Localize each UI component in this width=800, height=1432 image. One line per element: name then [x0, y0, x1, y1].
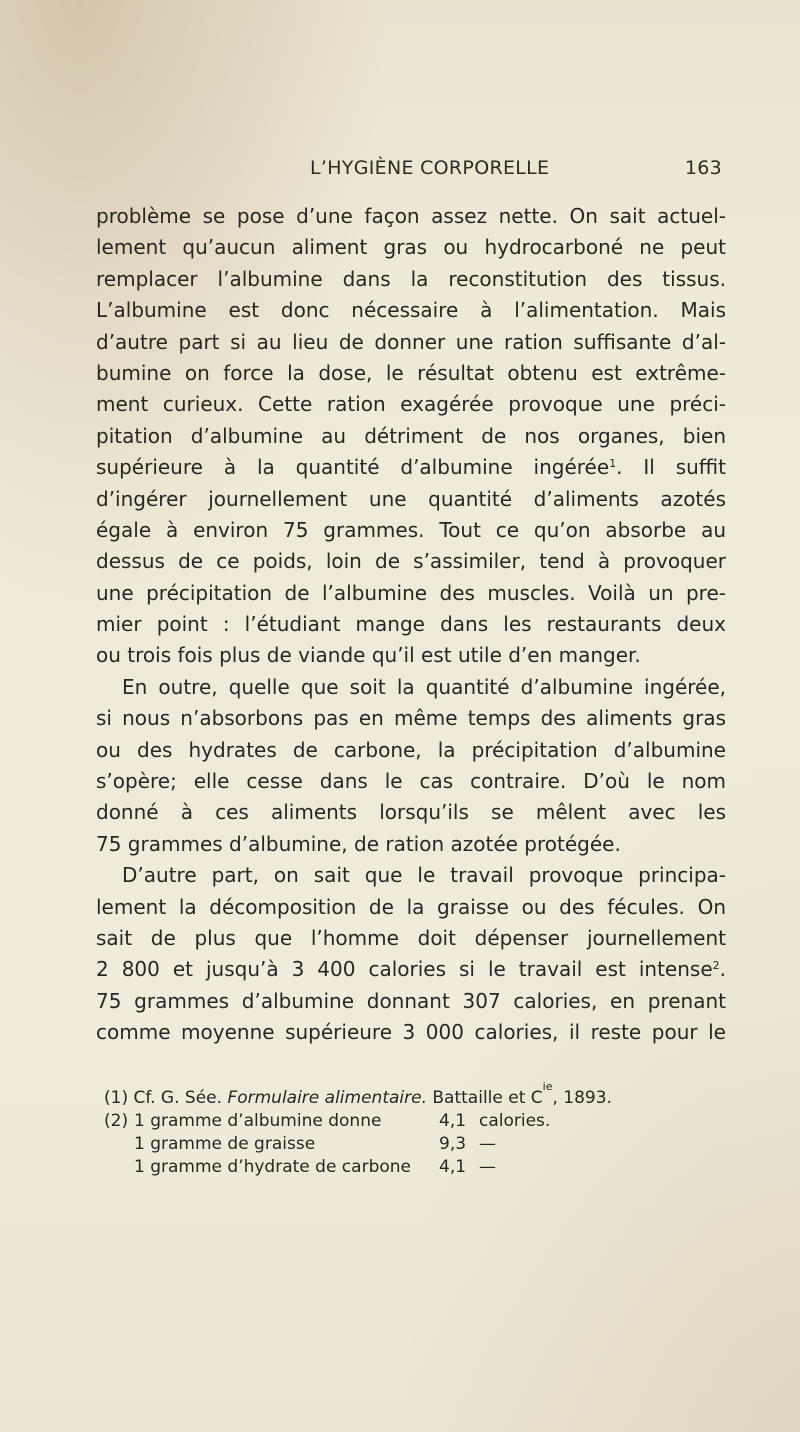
text-line: pitation d’albumine au détriment de nos organes, bien — [96, 423, 726, 448]
footnote-ref-2: 2 — [712, 959, 720, 973]
text-line: une précipitation de l’albumine des muscles. Voilà un pre- — [96, 580, 726, 605]
footnote-2-row — [104, 1156, 744, 1179]
footnote-1 — [104, 1080, 744, 1110]
running-head: L’HYGIÈNE CORPORELLE — [310, 157, 550, 179]
text-line: comme moyenne supérieure 3 000 calories, il reste pour le — [96, 1020, 726, 1045]
footnote-row-unit: — — [479, 1157, 496, 1177]
footnote-number: (2) — [104, 1111, 129, 1131]
body-text — [96, 201, 726, 1049]
footnote-row-unit: — — [479, 1134, 496, 1154]
text-line: remplacer l’albumine dans la reconstitution des tissus. — [96, 266, 726, 291]
footnote-2-row — [104, 1110, 744, 1133]
text-line: mier point : l’étudiant mange dans les restaurants deux — [96, 612, 726, 637]
text-line: ment curieux. Cette ration exagérée provoque une préci- — [96, 392, 726, 417]
footnote-number: (1) — [104, 1088, 129, 1108]
footnote-row-value: 4,1 — [439, 1157, 467, 1177]
footnote-ref-1: 1 — [609, 457, 617, 471]
text-line: supérieure à la quantité d’albumine ingérée — [96, 455, 610, 480]
text-line-suffix: . Il suffit — [616, 455, 726, 480]
text-line: donné à ces aliments lorsqu’ils se mêlent avec les — [96, 800, 726, 825]
text-line: bumine on force la dose, le résultat obtenu est extrême- — [96, 360, 726, 385]
text-line: problème se pose d’une façon assez nette. On sait actuel- — [96, 204, 726, 228]
text-line: d’autre part si au lieu de donner une ration suffisante d’al- — [96, 329, 726, 354]
footnote-title: Formulaire alimentaire. — [227, 1088, 427, 1108]
footnote-prefix: Cf. G. Sée. — [133, 1088, 223, 1108]
text-line: L’albumine est donc nécessaire à l’alimentation. Mais — [96, 298, 726, 323]
text-line-with-footnote-1 — [96, 452, 726, 483]
text-line-suffix: . — [719, 957, 726, 982]
text-line-with-footnote-2 — [96, 954, 726, 985]
text-line: 75 grammes d’albumine, de ration azotée protégée. — [96, 831, 621, 856]
footnote-row-unit: calories. — [479, 1111, 551, 1131]
text-line: s’opère; elle cesse dans le cas contraire. D’où le nom — [96, 769, 726, 794]
footnotes — [104, 1080, 744, 1179]
text-line: lement la décomposition de la graisse ou des fécules. On — [96, 894, 726, 919]
footnote-2-row — [104, 1133, 744, 1156]
footnote-row-value: 4,1 — [439, 1111, 467, 1131]
page-header — [96, 157, 722, 187]
text-line: lement qu’aucun aliment gras ou hydrocarboné ne peut — [96, 235, 726, 260]
text-line: dessus de ce poids, loin de s’assimiler, tend à provoquer — [96, 549, 726, 574]
footnote-row-label: 1 gramme de graisse — [134, 1134, 316, 1154]
text-line: d’ingérer journellement une quantité d’aliments azotés — [96, 486, 726, 511]
text-line: 2 800 et jusqu’à 3 400 calories si le travail est intense — [96, 957, 713, 982]
text-line: sait de plus que l’homme doit dépenser journellement — [96, 925, 726, 950]
footnote-publisher: Battaille et C — [432, 1088, 543, 1108]
text-line: ou trois fois plus de viande qu’il est utile d’en manger. — [96, 643, 641, 668]
footnote-row-label: 1 gramme d’hydrate de carbone — [134, 1157, 411, 1177]
page-number: 163 — [684, 157, 722, 179]
text-line: 75 grammes d’albumine donnant 307 calories, en prenant — [96, 988, 726, 1013]
footnote-publisher-sup: ie — [542, 1080, 553, 1093]
text-line: ou des hydrates de carbone, la précipitation d’albumine — [96, 737, 726, 762]
text-line: En outre, quelle que soit la quantité d’albumine ingérée, — [122, 674, 726, 699]
text-line: D’autre part, on sait que le travail provoque principa- — [122, 863, 726, 888]
text-line: égale à environ 75 grammes. Tout ce qu’on absorbe au — [96, 517, 726, 542]
footnote-row-label: 1 gramme d’albumine donne — [134, 1111, 382, 1131]
text-line: si nous n’absorbons pas en même temps des aliments gras — [96, 706, 726, 731]
footnote-row-value: 9,3 — [439, 1134, 467, 1154]
footnote-year: , 1893. — [552, 1088, 612, 1108]
